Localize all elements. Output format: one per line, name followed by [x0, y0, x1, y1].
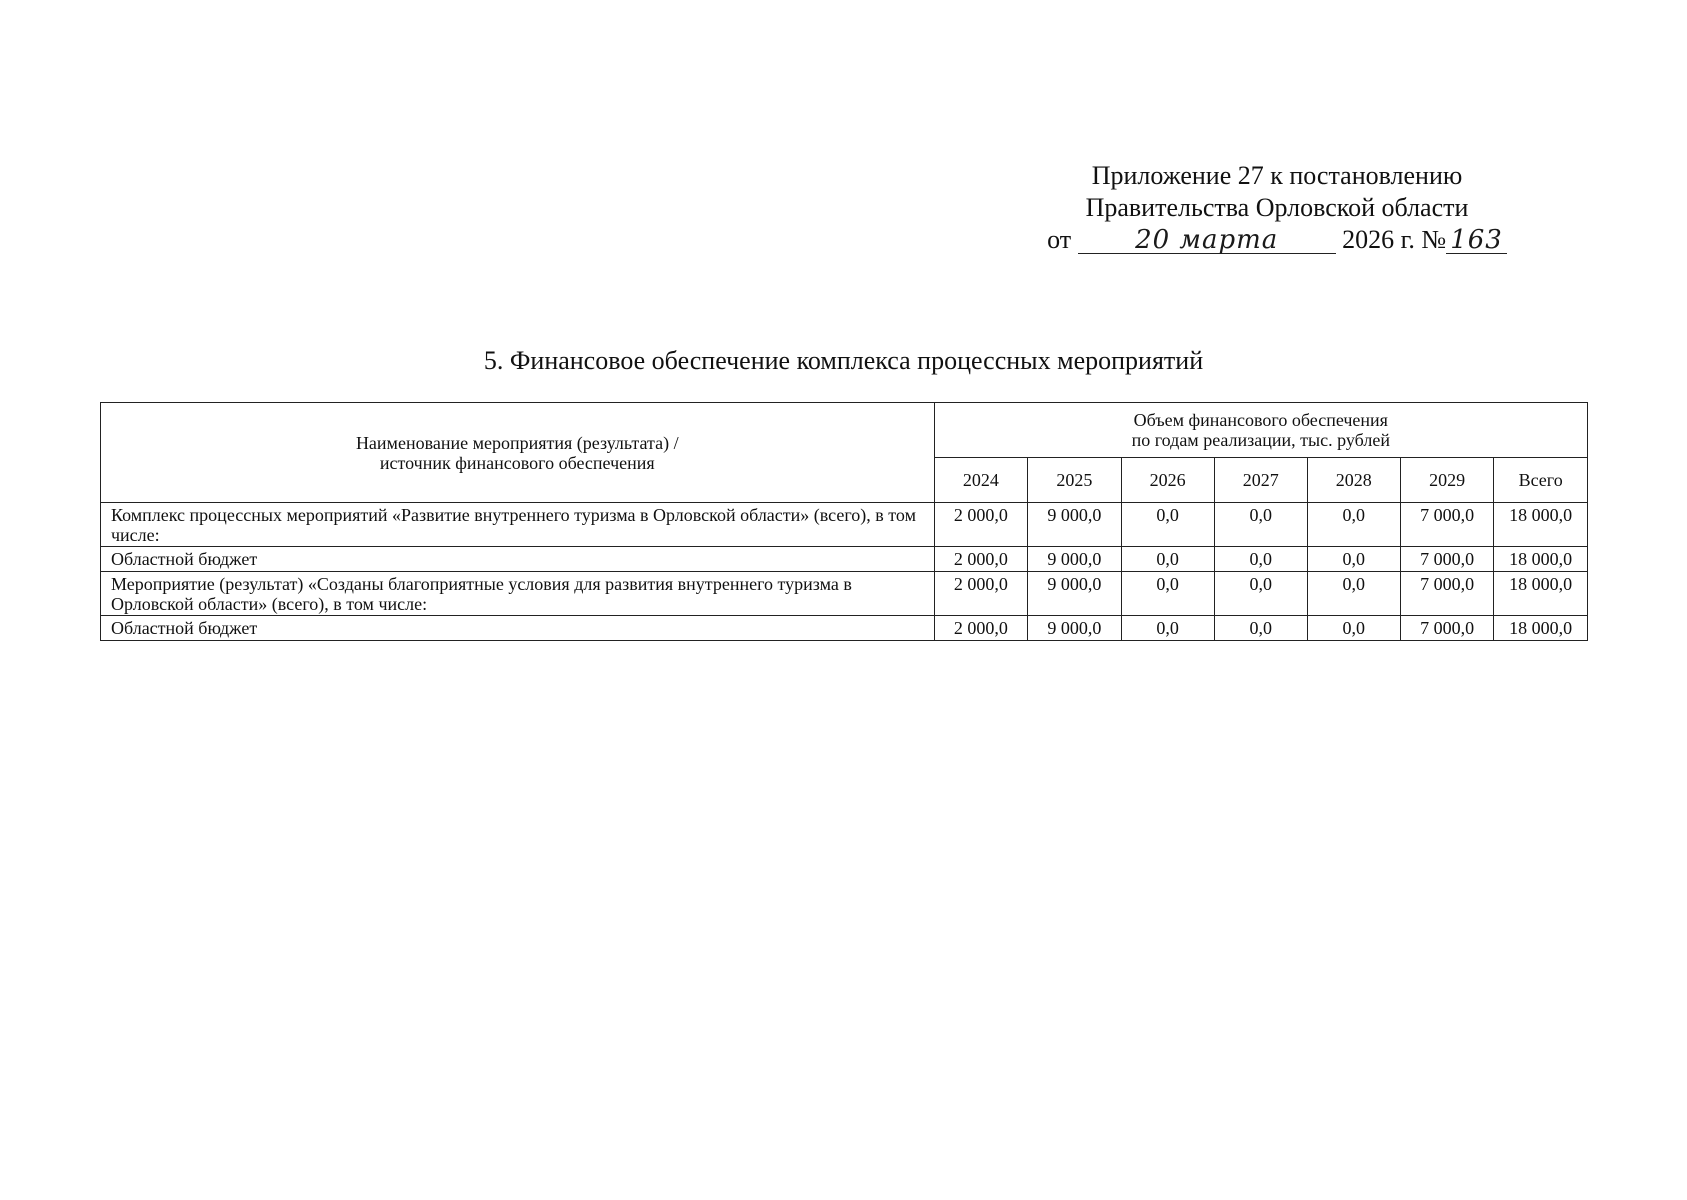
year-header: 2025: [1028, 458, 1122, 503]
volume-column-header: [934, 403, 1587, 458]
value-cell: 2 000,0: [934, 503, 1028, 547]
row-name: Областной бюджет: [101, 547, 935, 572]
value-cell: 0,0: [1121, 503, 1214, 547]
financing-table: [100, 402, 1588, 641]
year-header: 2024: [934, 458, 1028, 503]
table-row: [101, 616, 1588, 641]
appendix-line-2: Правительства Орловской области: [1085, 193, 1469, 222]
value-cell: 9 000,0: [1028, 572, 1122, 616]
value-cell: 7 000,0: [1400, 616, 1494, 641]
table-row: [101, 572, 1588, 616]
date-prefix: от: [1047, 225, 1072, 254]
value-cell: 0,0: [1121, 616, 1214, 641]
value-cell: 9 000,0: [1028, 547, 1122, 572]
handwritten-number: 163: [1446, 227, 1507, 254]
name-header-line-2: источник финансового обеспечения: [379, 452, 655, 473]
row-name: Мероприятие (результат) «Созданы благоприятные условия для развития внутреннего туризма в Орловской области» (всего), в том числе:: [101, 572, 935, 616]
value-cell: 7 000,0: [1400, 503, 1494, 547]
total-cell: 18 000,0: [1494, 503, 1588, 547]
row-name: Комплекс процессных мероприятий «Развитие внутреннего туризма в Орловской области» (всего), в том числе:: [101, 503, 935, 547]
table-row: [101, 547, 1588, 572]
total-cell: 18 000,0: [1494, 572, 1588, 616]
value-cell: 0,0: [1307, 572, 1400, 616]
value-cell: 9 000,0: [1028, 503, 1122, 547]
name-column-header: [101, 403, 935, 503]
volume-header-line-2: по годам реализации, тыс. рублей: [1131, 430, 1390, 450]
row-name: Областной бюджет: [101, 616, 935, 641]
appendix-date-line: [1017, 224, 1537, 256]
value-cell: 2 000,0: [934, 616, 1028, 641]
year-header: 2027: [1214, 458, 1307, 503]
value-cell: 0,0: [1121, 547, 1214, 572]
total-cell: 18 000,0: [1494, 616, 1588, 641]
year-header: 2029: [1400, 458, 1494, 503]
value-cell: 0,0: [1307, 547, 1400, 572]
year-header: 2026: [1121, 458, 1214, 503]
section-title: 5. Финансовое обеспечение комплекса процессных мероприятий: [483, 346, 1204, 375]
table-row: [101, 503, 1588, 547]
value-cell: 2 000,0: [934, 572, 1028, 616]
value-cell: 0,0: [1214, 503, 1307, 547]
value-cell: 7 000,0: [1400, 572, 1494, 616]
total-cell: 18 000,0: [1494, 547, 1588, 572]
year-text: 2026 г. №: [1342, 225, 1447, 254]
value-cell: 9 000,0: [1028, 616, 1122, 641]
value-cell: 0,0: [1214, 547, 1307, 572]
value-cell: 0,0: [1214, 616, 1307, 641]
value-cell: 0,0: [1307, 616, 1400, 641]
total-header: Всего: [1494, 458, 1588, 503]
handwritten-date: 20 марта: [1078, 227, 1336, 254]
appendix-header: [1017, 160, 1537, 256]
year-header: 2028: [1307, 458, 1400, 503]
name-header-line-1: Наименование мероприятия (результата) /: [355, 432, 679, 453]
value-cell: 0,0: [1214, 572, 1307, 616]
value-cell: 7 000,0: [1400, 547, 1494, 572]
value-cell: 0,0: [1307, 503, 1400, 547]
volume-header-line-1: Объем финансового обеспечения: [1133, 410, 1388, 430]
value-cell: 2 000,0: [934, 547, 1028, 572]
appendix-line-1: Приложение 27 к постановлению: [1091, 161, 1463, 190]
table-header-row: [101, 403, 1588, 458]
value-cell: 0,0: [1121, 572, 1214, 616]
